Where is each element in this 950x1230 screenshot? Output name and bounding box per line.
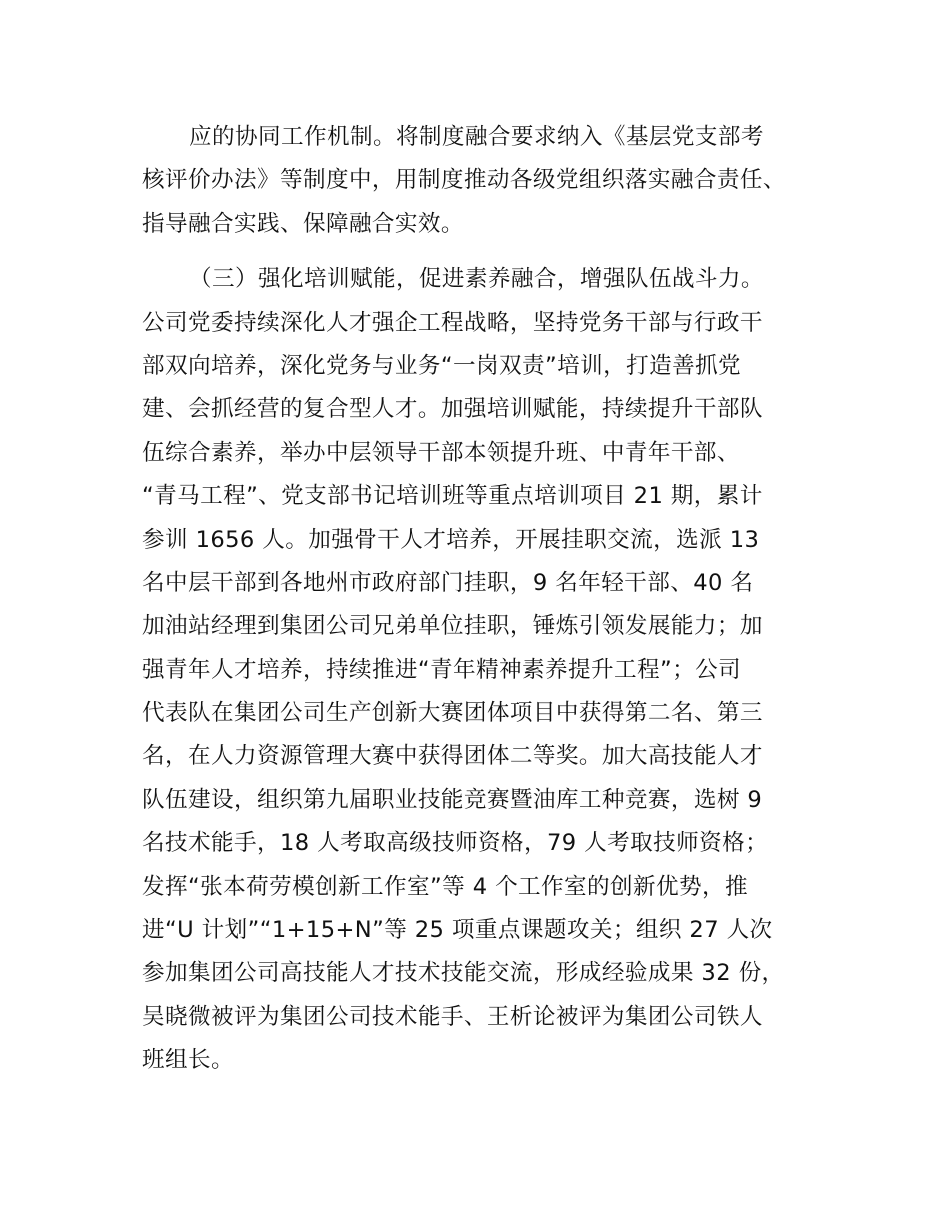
text-line: 建、会抓经营的复合型人才。加强培训赋能，持续提升干部队 <box>142 396 763 423</box>
text-line: 核评价办法》等制度中，用制度推动各级党组织落实融合责任、 <box>142 167 786 194</box>
text-line: 伍综合素养，举办中层领导干部本领提升班、中青年干部、 <box>142 439 740 466</box>
paragraph-gap <box>142 246 842 258</box>
section-heading-line: （三）强化培训赋能，促进素养融合，增强队伍战斗力。 <box>189 266 764 293</box>
text-line: 应的协同工作机制。将制度融合要求纳入《基层党支部考 <box>189 124 764 150</box>
text-line: 强青年人才培养，持续推进“青年精神素养提升工程”；公司 <box>142 656 742 683</box>
text-line: “青马工程”、党支部书记培训班等重点培训项目 21 期，累计 <box>142 483 763 510</box>
text-line: 发挥“张本荷劳模创新工作室”等 4 个工作室的创新优势，推 <box>142 873 748 900</box>
text-line: 名技术能手，18 人考取高级技师资格，79 人考取技师资格； <box>142 830 769 857</box>
text-line: 参加集团公司高技能人才技术技能交流，形成经验成果 32 份， <box>142 960 785 987</box>
text-line: 吴晓微被评为集团公司技术能手、王析论被评为集团公司铁人 <box>142 1003 763 1030</box>
paragraph-1 <box>142 116 842 246</box>
text-line: 加油站经理到集团公司兄弟单位挂职，锤炼引领发展能力；加 <box>142 613 763 640</box>
text-line: 公司党委持续深化人才强企工程战略，坚持党务干部与行政干 <box>142 309 763 336</box>
text-line: 参训 1656 人。加强骨干人才培养，开展挂职交流，选派 13 <box>142 526 760 553</box>
text-line: 班组长。 <box>142 1047 234 1074</box>
text-line: 名中层干部到各地州市政府部门挂职，9 名年轻干部、40 名 <box>142 569 754 596</box>
text-line: 部双向培养，深化党务与业务“一岗双责”培训，打造善抓党 <box>142 352 742 379</box>
paragraph-2 <box>142 258 842 1082</box>
text-line: 指导融合实践、保障融合实效。 <box>142 210 464 237</box>
text-line: 进“U 计划”“1+15+N”等 25 项重点课题攻关；组织 27 人次 <box>142 917 773 944</box>
text-line: 队伍建设，组织第九届职业技能竞赛暨油库工种竞赛，选树 9 <box>142 786 763 813</box>
text-line: 名，在人力资源管理大赛中获得团体二等奖。加大高技能人才 <box>142 743 763 770</box>
body-text <box>142 116 842 1083</box>
text-line: 代表队在集团公司生产创新大赛团体项目中获得第二名、第三 <box>142 700 763 727</box>
